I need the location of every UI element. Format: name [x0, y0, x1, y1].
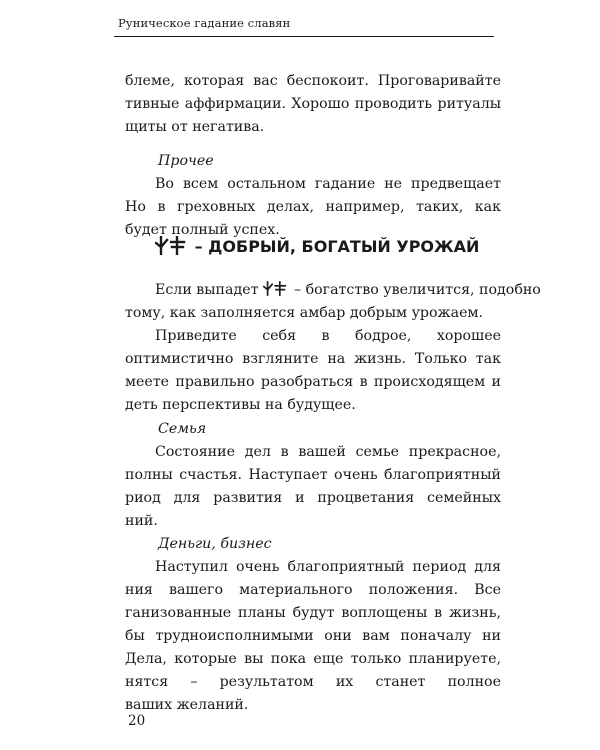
running-head: Руническое гадание славян [118, 16, 291, 30]
text-line: будет полный успех. [125, 222, 280, 238]
text-line: Во всем остальном гадание не предвещает [155, 176, 501, 192]
subheading-dengi: Деньги, бизнес [158, 536, 272, 552]
text-line: блеме, которая вас беспокоит. Проговаривайте [125, 73, 501, 89]
text-line: меете правильно разобраться в происходящем и [125, 374, 501, 390]
text-line: щиты от негатива. [125, 119, 265, 135]
text-line: нятся – результатом их станет полное [125, 674, 501, 690]
line-start: Если выпадет [155, 282, 259, 298]
text-line [125, 279, 541, 302]
subheading-prochee: Прочее [158, 153, 214, 169]
paragraph-3 [125, 279, 541, 417]
text-line: Состояние дел в вашей семье прекрасное, [155, 444, 501, 460]
text-line: тивные аффирмации. Хорошо проводить ритуалы [125, 96, 501, 112]
text-line: тому, как заполняется амбар добрым урожаем. [125, 305, 484, 321]
text-line: Дела, которые вы пока еще только планируете, [125, 651, 501, 667]
section-semya [125, 418, 501, 533]
text-line: бы трудноисполнимыми они вам поначалу ни [125, 628, 501, 644]
text-line: Приведите себя в бодрое, хорошее [155, 328, 501, 344]
text-line: оптимистично взгляните на жизнь. Только так [125, 351, 501, 367]
text-line: ний. [125, 513, 158, 529]
rune-glyphs-inline-icon [263, 280, 289, 297]
text-line: Наступил очень благоприятный период для [155, 559, 501, 575]
section-prochee [125, 150, 501, 242]
header-rule [114, 36, 494, 37]
text-line: риод для развития и процветания семейных [125, 490, 501, 506]
paragraph-1 [125, 70, 501, 139]
text-line: Но в греховных делах, например, таких, как [125, 199, 501, 215]
rune-glyphs-icon [155, 236, 189, 255]
text-line: полны счастья. Наступает очень благоприятный [125, 467, 501, 483]
section-dengi [125, 533, 501, 717]
section-title [155, 236, 479, 256]
page-number: 20 [128, 713, 146, 729]
text-line: деть перспективы на будущее. [125, 397, 356, 413]
subheading-semya: Семья [158, 421, 207, 437]
text-line: ваших желаний. [125, 697, 249, 713]
text-line: ганизованные планы будут воплощены в жизнь, [125, 605, 501, 621]
line-end: – богатство увеличится, подобно [289, 282, 541, 298]
text-line: ния вашего материального положения. Все [125, 582, 501, 598]
section-title-text: – ДОБРЫЙ, БОГАТЫЙ УРОЖАЙ [194, 237, 480, 256]
